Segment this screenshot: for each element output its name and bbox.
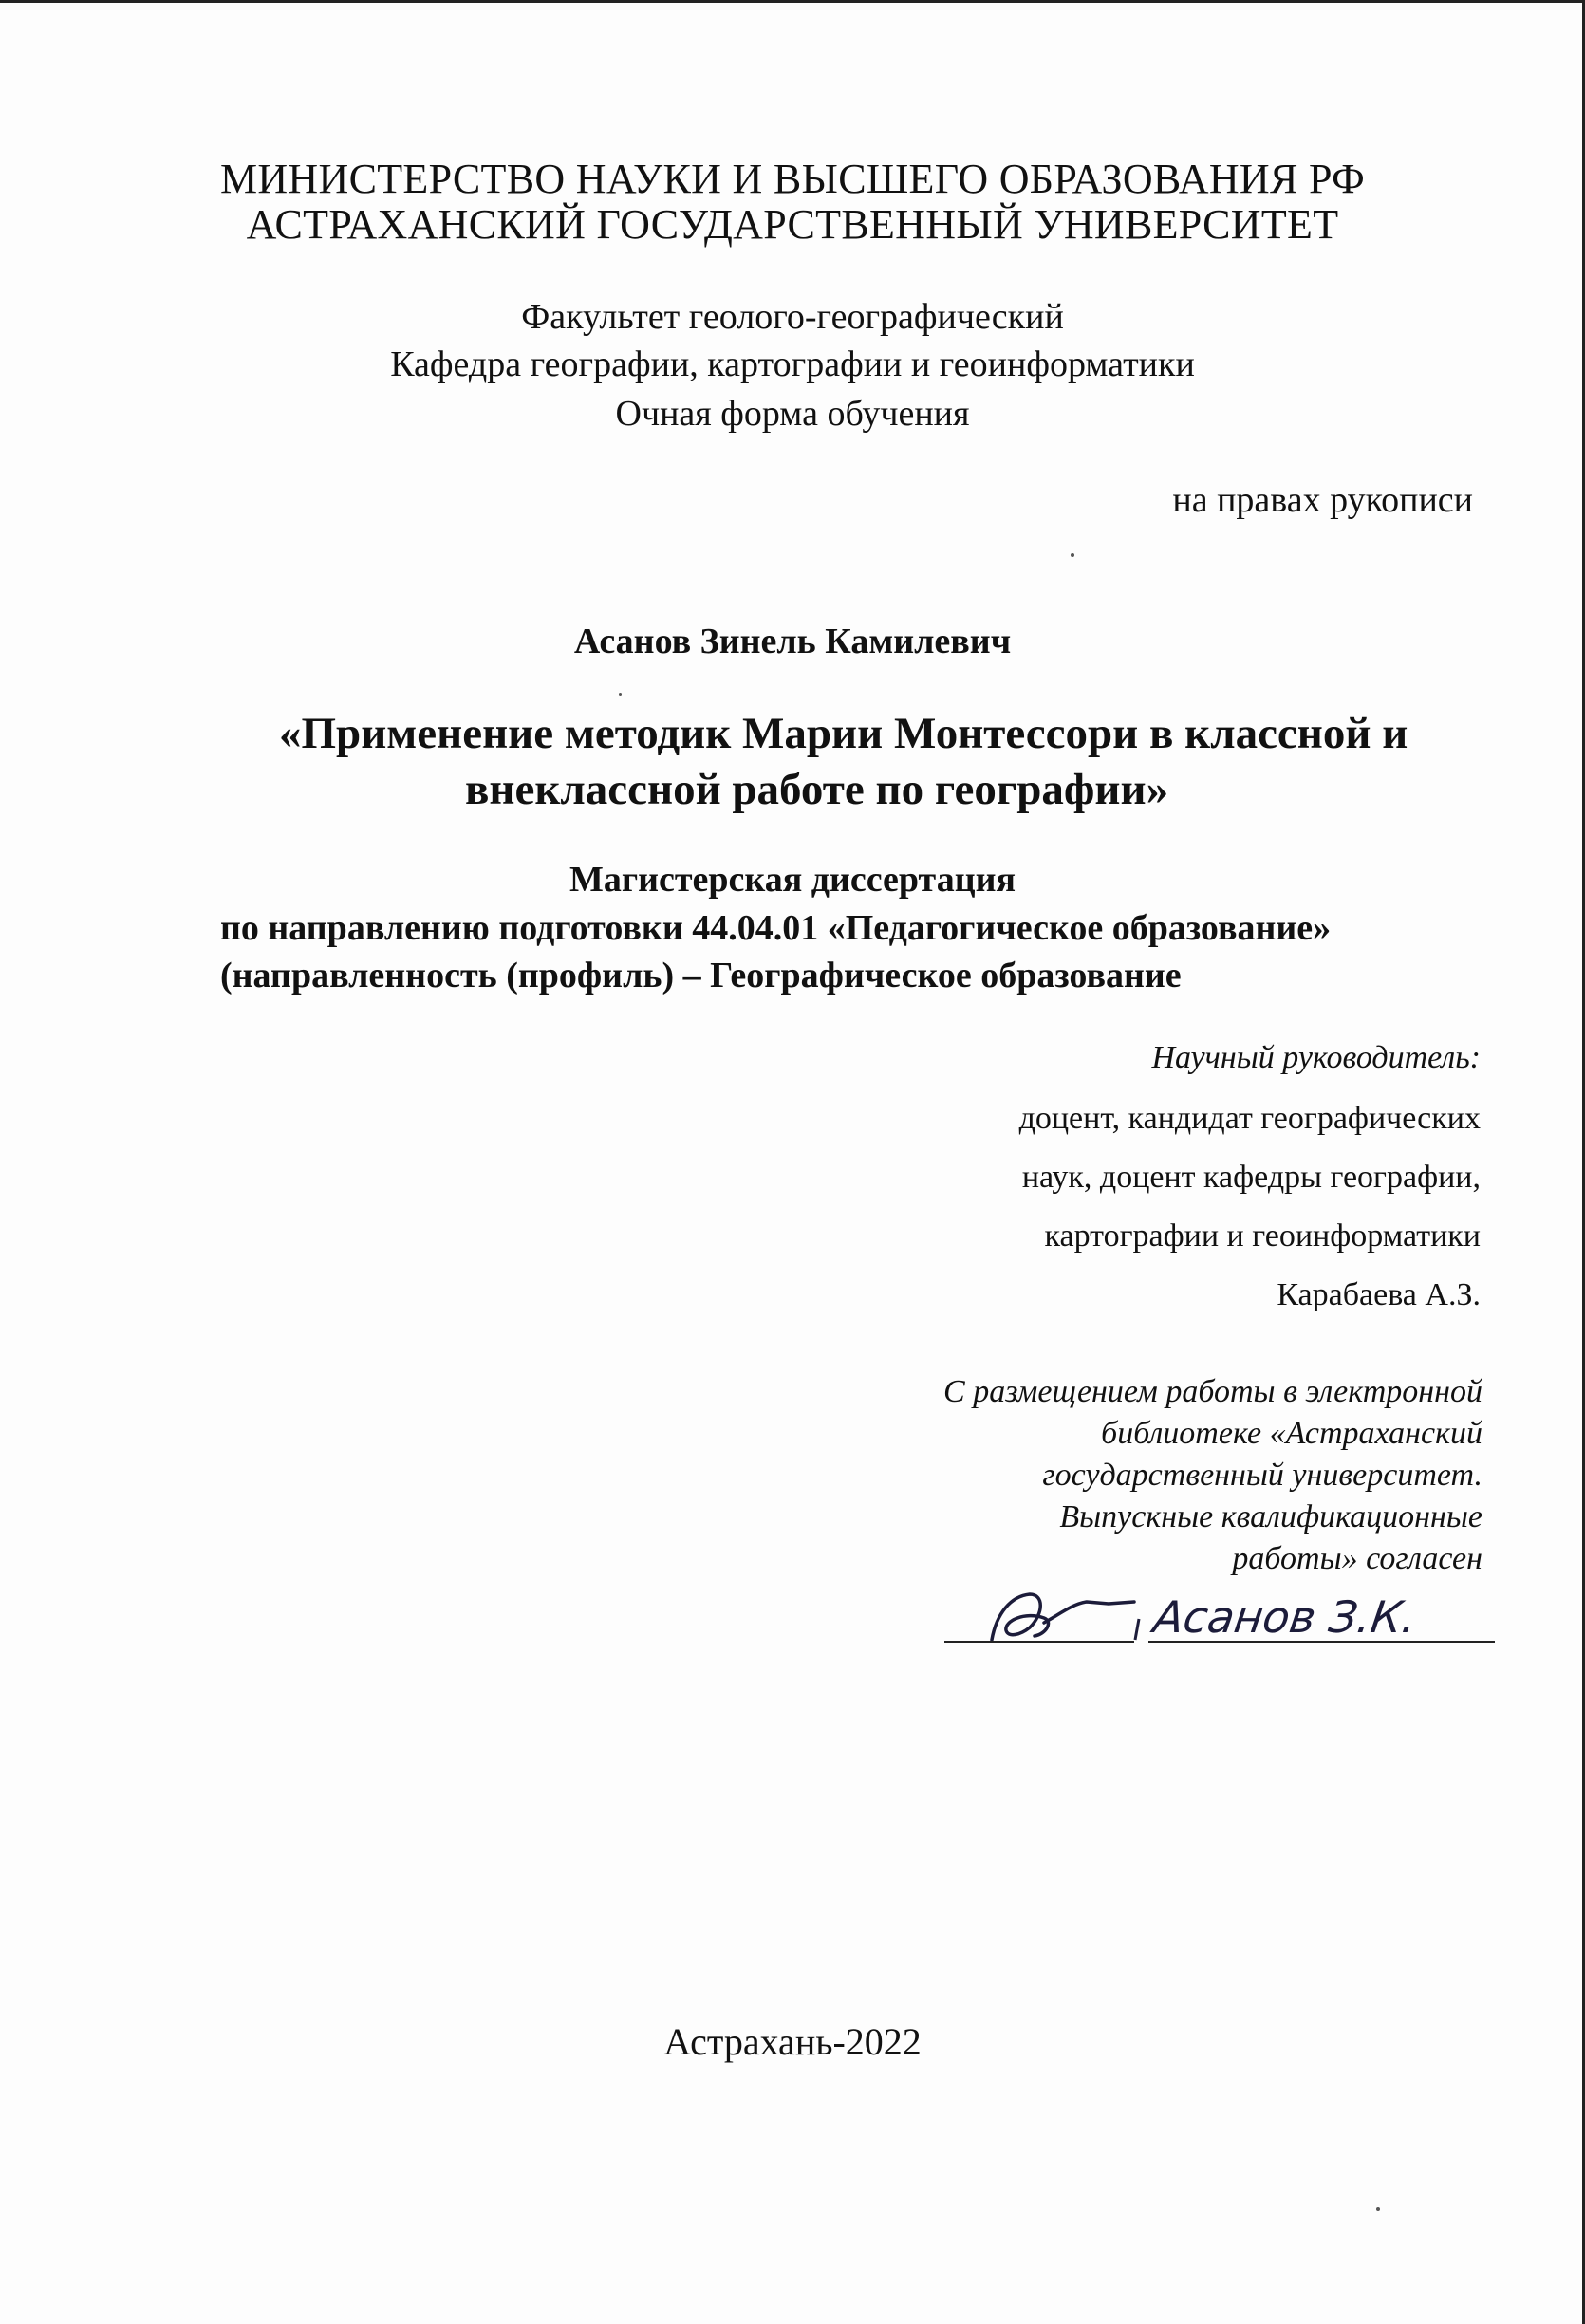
consent-line1: С размещением работы в электронной [943, 1374, 1482, 1409]
signature-scribble [992, 1594, 1134, 1640]
scan-speck [1071, 553, 1074, 557]
thesis-type: Магистерская диссертация [569, 860, 1016, 900]
thesis-profile: (направленность (профиль) – Географическое образование [220, 956, 1182, 995]
university-name: АСТРАХАНСКИЙ ГОСУДАРСТВЕННЫЙ УНИВЕРСИТЕТ [246, 201, 1339, 248]
supervisor-heading: Научный руководитель: [1151, 1040, 1481, 1075]
thesis-title-line2: внеклассной работе по географии» [465, 765, 1169, 814]
thesis-title-line1: «Применение методик Марии Монтессори в классной и [279, 709, 1408, 758]
supervisor-name: Карабаева А.З. [1277, 1277, 1481, 1312]
city-year: Астрахань-2022 [663, 2020, 922, 2063]
scan-speck [619, 693, 622, 696]
signature [940, 1575, 1509, 1661]
consent-line4: Выпускные квалификационные [1059, 1499, 1482, 1534]
consent-line5: работы» согласен [1232, 1541, 1482, 1576]
study-form: Очная форма обучения [615, 394, 970, 434]
ministry-name: МИНИСТЕРСТВО НАУКИ И ВЫСШЕГО ОБРАЗОВАНИЯ РФ [219, 156, 1366, 202]
consent-line3: государственный университет. [1042, 1458, 1482, 1493]
consent-line2: библиотеке «Астраханский [1101, 1416, 1482, 1451]
signature-handwritten-name: Асанов З.К. [1150, 1591, 1420, 1643]
scan-edge-top [0, 0, 1585, 3]
thesis-direction: по направлению подготовки 44.04.01 «Педагогическое образование» [220, 908, 1332, 948]
rights-note: на правах рукописи [1172, 480, 1473, 520]
supervisor-title-line1: доцент, кандидат географических [1018, 1101, 1481, 1136]
supervisor-title-line3: картографии и геоинформатики [1044, 1218, 1481, 1254]
department-name: Кафедра географии, картографии и геоинформатики [390, 344, 1195, 384]
author-name: Асанов Зинель Камилевич [573, 622, 1012, 661]
supervisor-title-line2: наук, доцент кафедры географии, [1021, 1160, 1481, 1195]
scan-speck [1376, 2207, 1380, 2211]
faculty-name: Факультет геолого-географический [521, 297, 1064, 337]
